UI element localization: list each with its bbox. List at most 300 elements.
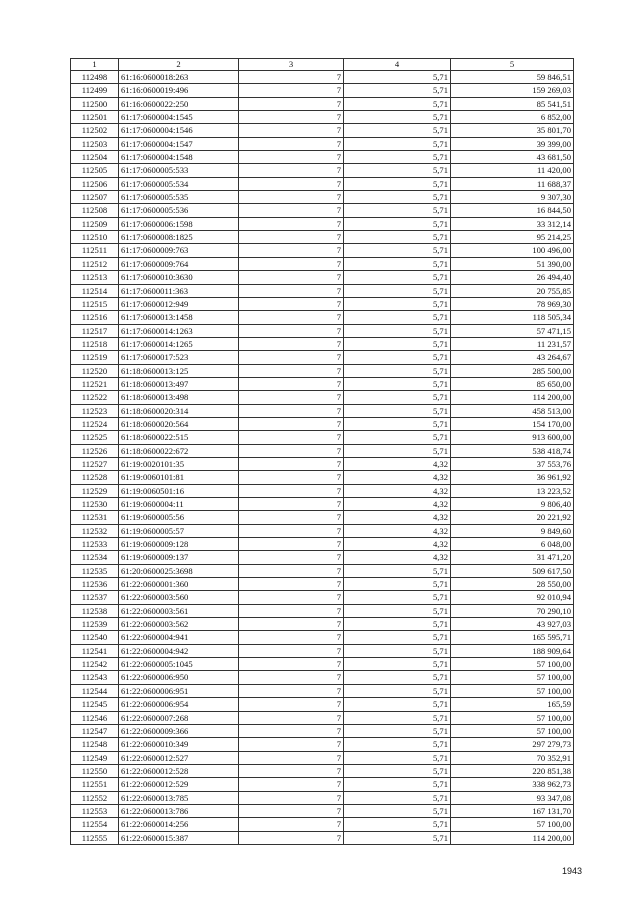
table-row [71, 84, 574, 97]
table-row [71, 217, 574, 230]
table-row [71, 191, 574, 204]
rate-cell: 5,71 [344, 644, 451, 657]
amount-cell: 35 801,70 [451, 124, 574, 137]
row-number-cell: 112499 [71, 84, 119, 97]
row-number-cell: 112550 [71, 764, 119, 777]
table-row [71, 324, 574, 337]
row-number-cell: 112545 [71, 698, 119, 711]
cadastral-number-cell: 61:22:0600012:527 [119, 751, 239, 764]
rate-cell: 5,71 [344, 151, 451, 164]
amount-cell: 165 595,71 [451, 631, 574, 644]
cadastral-number-cell: 61:17:0600013:1458 [119, 311, 239, 324]
amount-cell: 57 100,00 [451, 658, 574, 671]
row-number-cell: 112539 [71, 618, 119, 631]
row-number-cell: 112517 [71, 324, 119, 337]
amount-cell: 9 849,60 [451, 524, 574, 537]
rate-cell: 5,71 [344, 417, 451, 430]
column-header-5: 5 [451, 59, 574, 71]
amount-cell: 9 307,30 [451, 191, 574, 204]
category-code-cell: 7 [239, 471, 344, 484]
table-row [71, 764, 574, 777]
table-row [71, 417, 574, 430]
category-code-cell: 7 [239, 538, 344, 551]
category-code-cell: 7 [239, 818, 344, 831]
cadastral-number-cell: 61:22:0600009:366 [119, 724, 239, 737]
row-number-cell: 112523 [71, 404, 119, 417]
column-header-2: 2 [119, 59, 239, 71]
category-code-cell: 7 [239, 564, 344, 577]
cadastral-number-cell: 61:17:0600005:534 [119, 177, 239, 190]
row-number-cell: 112531 [71, 511, 119, 524]
category-code-cell: 7 [239, 484, 344, 497]
amount-cell: 59 846,51 [451, 71, 574, 84]
cadastral-number-cell: 61:22:0600013:786 [119, 804, 239, 817]
table-row [71, 177, 574, 190]
row-number-cell: 112554 [71, 818, 119, 831]
rate-cell: 4,32 [344, 471, 451, 484]
rate-cell: 5,71 [344, 204, 451, 217]
category-code-cell: 7 [239, 364, 344, 377]
cadastral-number-cell: 61:19:0600004:11 [119, 498, 239, 511]
table-row [71, 431, 574, 444]
amount-cell: 458 513,00 [451, 404, 574, 417]
table-row [71, 618, 574, 631]
table-row [71, 524, 574, 537]
category-code-cell: 7 [239, 151, 344, 164]
category-code-cell: 7 [239, 351, 344, 364]
category-code-cell: 7 [239, 457, 344, 470]
row-number-cell: 112546 [71, 711, 119, 724]
cadastral-number-cell: 61:22:0600012:528 [119, 764, 239, 777]
category-code-cell: 7 [239, 417, 344, 430]
table-row [71, 204, 574, 217]
table-row [71, 484, 574, 497]
rate-cell: 5,71 [344, 271, 451, 284]
amount-cell: 114 200,00 [451, 831, 574, 844]
row-number-cell: 112521 [71, 377, 119, 390]
amount-cell: 85 650,00 [451, 377, 574, 390]
amount-cell: 16 844,50 [451, 204, 574, 217]
table-row [71, 351, 574, 364]
table-row [71, 257, 574, 270]
rate-cell: 4,32 [344, 498, 451, 511]
category-code-cell: 7 [239, 804, 344, 817]
amount-cell: 57 471,15 [451, 324, 574, 337]
rate-cell: 4,32 [344, 524, 451, 537]
rate-cell: 5,71 [344, 738, 451, 751]
amount-cell: 114 200,00 [451, 391, 574, 404]
rate-cell: 5,71 [344, 711, 451, 724]
rate-cell: 5,71 [344, 804, 451, 817]
amount-cell: 85 541,51 [451, 97, 574, 110]
rate-cell: 5,71 [344, 404, 451, 417]
cadastral-number-cell: 61:22:0600004:942 [119, 644, 239, 657]
cadastral-number-cell: 61:17:0600004:1548 [119, 151, 239, 164]
cadastral-number-cell: 61:17:0600005:535 [119, 191, 239, 204]
row-number-cell: 112516 [71, 311, 119, 324]
cadastral-number-cell: 61:16:0600018:263 [119, 71, 239, 84]
row-number-cell: 112551 [71, 778, 119, 791]
table-row [71, 831, 574, 844]
category-code-cell: 7 [239, 97, 344, 110]
row-number-cell: 112549 [71, 751, 119, 764]
row-number-cell: 112518 [71, 337, 119, 350]
row-number-cell: 112555 [71, 831, 119, 844]
category-code-cell: 7 [239, 524, 344, 537]
row-number-cell: 112529 [71, 484, 119, 497]
amount-cell: 26 494,40 [451, 271, 574, 284]
amount-cell: 913 600,00 [451, 431, 574, 444]
table-row [71, 551, 574, 564]
amount-cell: 118 505,34 [451, 311, 574, 324]
table-row [71, 457, 574, 470]
cadastral-number-cell: 61:20:0600025:3698 [119, 564, 239, 577]
row-number-cell: 112541 [71, 644, 119, 657]
category-code-cell: 7 [239, 431, 344, 444]
rate-cell: 5,71 [344, 257, 451, 270]
table-row [71, 164, 574, 177]
rate-cell: 5,71 [344, 284, 451, 297]
rate-cell: 5,71 [344, 84, 451, 97]
table-row [71, 631, 574, 644]
category-code-cell: 7 [239, 671, 344, 684]
cadastral-number-cell: 61:16:0600019:496 [119, 84, 239, 97]
table-row [71, 738, 574, 751]
cadastral-number-cell: 61:19:0600005:56 [119, 511, 239, 524]
rate-cell: 5,71 [344, 71, 451, 84]
amount-cell: 220 851,38 [451, 764, 574, 777]
column-header-4: 4 [344, 59, 451, 71]
cadastral-number-cell: 61:22:0600010:349 [119, 738, 239, 751]
table-row [71, 658, 574, 671]
row-number-cell: 112528 [71, 471, 119, 484]
amount-cell: 188 909,64 [451, 644, 574, 657]
category-code-cell: 7 [239, 684, 344, 697]
row-number-cell: 112512 [71, 257, 119, 270]
amount-cell: 6 852,00 [451, 111, 574, 124]
amount-cell: 159 269,03 [451, 84, 574, 97]
table-row [71, 711, 574, 724]
row-number-cell: 112535 [71, 564, 119, 577]
table-row [71, 698, 574, 711]
cadastral-number-cell: 61:22:0600003:560 [119, 591, 239, 604]
rate-cell: 5,71 [344, 137, 451, 150]
amount-cell: 20 755,85 [451, 284, 574, 297]
amount-cell: 57 100,00 [451, 684, 574, 697]
table-row [71, 498, 574, 511]
row-number-cell: 112509 [71, 217, 119, 230]
category-code-cell: 7 [239, 698, 344, 711]
amount-cell: 538 418,74 [451, 444, 574, 457]
table-row [71, 97, 574, 110]
category-code-cell: 7 [239, 71, 344, 84]
row-number-cell: 112538 [71, 604, 119, 617]
row-number-cell: 112510 [71, 231, 119, 244]
amount-cell: 100 496,00 [451, 244, 574, 257]
cadastral-number-cell: 61:17:0600004:1546 [119, 124, 239, 137]
row-number-cell: 112507 [71, 191, 119, 204]
rate-cell: 5,71 [344, 631, 451, 644]
row-number-cell: 112514 [71, 284, 119, 297]
category-code-cell: 7 [239, 404, 344, 417]
row-number-cell: 112525 [71, 431, 119, 444]
amount-cell: 70 290,10 [451, 604, 574, 617]
cadastral-number-cell: 61:17:0600009:764 [119, 257, 239, 270]
row-number-cell: 112513 [71, 271, 119, 284]
cadastral-number-cell: 61:17:0600005:536 [119, 204, 239, 217]
amount-cell: 509 617,50 [451, 564, 574, 577]
category-code-cell: 7 [239, 591, 344, 604]
row-number-cell: 112519 [71, 351, 119, 364]
table-row [71, 778, 574, 791]
cadastral-number-cell: 61:17:0600004:1545 [119, 111, 239, 124]
table-row [71, 511, 574, 524]
cadastral-number-cell: 61:18:0600013:125 [119, 364, 239, 377]
category-code-cell: 7 [239, 618, 344, 631]
table-row [71, 297, 574, 310]
cadastral-number-cell: 61:17:0600014:1263 [119, 324, 239, 337]
table-row [71, 578, 574, 591]
cadastral-number-cell: 61:22:0600006:954 [119, 698, 239, 711]
cadastral-number-cell: 61:17:0600011:363 [119, 284, 239, 297]
rate-cell: 5,71 [344, 97, 451, 110]
rate-cell: 5,71 [344, 391, 451, 404]
row-number-cell: 112533 [71, 538, 119, 551]
table-row [71, 604, 574, 617]
table-row [71, 364, 574, 377]
table-row [71, 471, 574, 484]
rate-cell: 5,71 [344, 578, 451, 591]
table-row [71, 271, 574, 284]
table-row [71, 751, 574, 764]
amount-cell: 28 550,00 [451, 578, 574, 591]
category-code-cell: 7 [239, 511, 344, 524]
table-row [71, 564, 574, 577]
rate-cell: 5,71 [344, 618, 451, 631]
category-code-cell: 7 [239, 284, 344, 297]
rate-cell: 4,32 [344, 484, 451, 497]
rate-cell: 5,71 [344, 751, 451, 764]
rate-cell: 5,71 [344, 658, 451, 671]
amount-cell: 37 553,76 [451, 457, 574, 470]
amount-cell: 57 100,00 [451, 671, 574, 684]
amount-cell: 43 264,67 [451, 351, 574, 364]
rate-cell: 5,71 [344, 684, 451, 697]
row-number-cell: 112543 [71, 671, 119, 684]
rate-cell: 5,71 [344, 324, 451, 337]
row-number-cell: 112498 [71, 71, 119, 84]
amount-cell: 95 214,25 [451, 231, 574, 244]
table-row [71, 538, 574, 551]
amount-cell: 11 420,00 [451, 164, 574, 177]
amount-cell: 297 279,73 [451, 738, 574, 751]
category-code-cell: 7 [239, 631, 344, 644]
rate-cell: 5,71 [344, 778, 451, 791]
cadastral-number-cell: 61:22:0600003:561 [119, 604, 239, 617]
rate-cell: 5,71 [344, 564, 451, 577]
rate-cell: 5,71 [344, 791, 451, 804]
rate-cell: 5,71 [344, 244, 451, 257]
cadastral-number-cell: 61:18:0600013:497 [119, 377, 239, 390]
category-code-cell: 7 [239, 111, 344, 124]
table-body [71, 71, 574, 845]
row-number-cell: 112505 [71, 164, 119, 177]
row-number-cell: 112500 [71, 97, 119, 110]
rate-cell: 5,71 [344, 111, 451, 124]
table-row [71, 337, 574, 350]
cadastral-number-cell: 61:18:0600022:672 [119, 444, 239, 457]
row-number-cell: 112508 [71, 204, 119, 217]
amount-cell: 285 500,00 [451, 364, 574, 377]
row-number-cell: 112547 [71, 724, 119, 737]
amount-cell: 43 681,50 [451, 151, 574, 164]
table-row [71, 124, 574, 137]
cadastral-number-cell: 61:19:0600005:57 [119, 524, 239, 537]
rate-cell: 5,71 [344, 124, 451, 137]
category-code-cell: 7 [239, 604, 344, 617]
category-code-cell: 7 [239, 137, 344, 150]
rate-cell: 5,71 [344, 231, 451, 244]
category-code-cell: 7 [239, 217, 344, 230]
category-code-cell: 7 [239, 324, 344, 337]
rate-cell: 4,32 [344, 511, 451, 524]
amount-cell: 167 131,70 [451, 804, 574, 817]
cadastral-number-cell: 61:19:0060501:16 [119, 484, 239, 497]
page-number: 1943 [562, 866, 583, 876]
amount-cell: 9 806,40 [451, 498, 574, 511]
row-number-cell: 112534 [71, 551, 119, 564]
table-row [71, 71, 574, 84]
table-row [71, 404, 574, 417]
row-number-cell: 112522 [71, 391, 119, 404]
row-number-cell: 112504 [71, 151, 119, 164]
rate-cell: 5,71 [344, 217, 451, 230]
row-number-cell: 112552 [71, 791, 119, 804]
rate-cell: 5,71 [344, 191, 451, 204]
amount-cell: 6 048,00 [451, 538, 574, 551]
category-code-cell: 7 [239, 231, 344, 244]
amount-cell: 33 312,14 [451, 217, 574, 230]
category-code-cell: 7 [239, 271, 344, 284]
table-row [71, 818, 574, 831]
row-number-cell: 112503 [71, 137, 119, 150]
rate-cell: 5,71 [344, 164, 451, 177]
table-row [71, 724, 574, 737]
cadastral-number-cell: 61:17:0600008:1825 [119, 231, 239, 244]
amount-cell: 11 688,37 [451, 177, 574, 190]
rate-cell: 5,71 [344, 444, 451, 457]
row-number-cell: 112515 [71, 297, 119, 310]
amount-cell: 36 961,92 [451, 471, 574, 484]
category-code-cell: 7 [239, 377, 344, 390]
table-row [71, 791, 574, 804]
amount-cell: 154 170,00 [451, 417, 574, 430]
column-header-1: 1 [71, 59, 119, 71]
table-row [71, 244, 574, 257]
rate-cell: 5,71 [344, 364, 451, 377]
cadastral-number-cell: 61:17:0600005:533 [119, 164, 239, 177]
rate-cell: 5,71 [344, 724, 451, 737]
amount-cell: 11 231,57 [451, 337, 574, 350]
cadastral-number-cell: 61:19:0600009:137 [119, 551, 239, 564]
category-code-cell: 7 [239, 644, 344, 657]
table-row [71, 284, 574, 297]
table-row [71, 377, 574, 390]
cadastral-number-cell: 61:22:0600004:941 [119, 631, 239, 644]
table-row [71, 644, 574, 657]
category-code-cell: 7 [239, 791, 344, 804]
amount-cell: 165,59 [451, 698, 574, 711]
rate-cell: 5,71 [344, 831, 451, 844]
row-number-cell: 112536 [71, 578, 119, 591]
cadastral-number-cell: 61:17:0600006:1598 [119, 217, 239, 230]
cadastral-number-cell: 61:22:0600006:950 [119, 671, 239, 684]
row-number-cell: 112532 [71, 524, 119, 537]
row-number-cell: 112520 [71, 364, 119, 377]
amount-cell: 70 352,91 [451, 751, 574, 764]
table-row [71, 671, 574, 684]
category-code-cell: 7 [239, 244, 344, 257]
amount-cell: 93 347,08 [451, 791, 574, 804]
rate-cell: 5,71 [344, 431, 451, 444]
row-number-cell: 112524 [71, 417, 119, 430]
row-number-cell: 112540 [71, 631, 119, 644]
amount-cell: 57 100,00 [451, 818, 574, 831]
category-code-cell: 7 [239, 191, 344, 204]
row-number-cell: 112553 [71, 804, 119, 817]
cadastral-number-cell: 61:18:0600013:498 [119, 391, 239, 404]
rate-cell: 4,32 [344, 457, 451, 470]
table-row [71, 137, 574, 150]
cadastral-number-cell: 61:17:0600009:763 [119, 244, 239, 257]
category-code-cell: 7 [239, 751, 344, 764]
cadastral-number-cell: 61:19:0060101:81 [119, 471, 239, 484]
cadastral-number-cell: 61:16:0600022:250 [119, 97, 239, 110]
category-code-cell: 7 [239, 297, 344, 310]
row-number-cell: 112544 [71, 684, 119, 697]
column-header-3: 3 [239, 59, 344, 71]
category-code-cell: 7 [239, 711, 344, 724]
category-code-cell: 7 [239, 391, 344, 404]
row-number-cell: 112506 [71, 177, 119, 190]
row-number-cell: 112527 [71, 457, 119, 470]
amount-cell: 51 390,00 [451, 257, 574, 270]
data-table [70, 58, 574, 845]
cadastral-number-cell: 61:17:0600017:523 [119, 351, 239, 364]
amount-cell: 43 927,03 [451, 618, 574, 631]
category-code-cell: 7 [239, 311, 344, 324]
amount-cell: 57 100,00 [451, 711, 574, 724]
cadastral-number-cell: 61:22:0600001:360 [119, 578, 239, 591]
cadastral-number-cell: 61:18:0600022:515 [119, 431, 239, 444]
row-number-cell: 112511 [71, 244, 119, 257]
table-row [71, 804, 574, 817]
category-code-cell: 7 [239, 578, 344, 591]
category-code-cell: 7 [239, 764, 344, 777]
table-row [71, 311, 574, 324]
cadastral-number-cell: 61:22:0600005:1045 [119, 658, 239, 671]
cadastral-number-cell: 61:17:0600010:3630 [119, 271, 239, 284]
category-code-cell: 7 [239, 337, 344, 350]
row-number-cell: 112530 [71, 498, 119, 511]
category-code-cell: 7 [239, 444, 344, 457]
category-code-cell: 7 [239, 778, 344, 791]
cadastral-number-cell: 61:22:0600013:785 [119, 791, 239, 804]
table-row [71, 111, 574, 124]
amount-cell: 57 100,00 [451, 724, 574, 737]
cadastral-number-cell: 61:22:0600014:256 [119, 818, 239, 831]
rate-cell: 5,71 [344, 337, 451, 350]
